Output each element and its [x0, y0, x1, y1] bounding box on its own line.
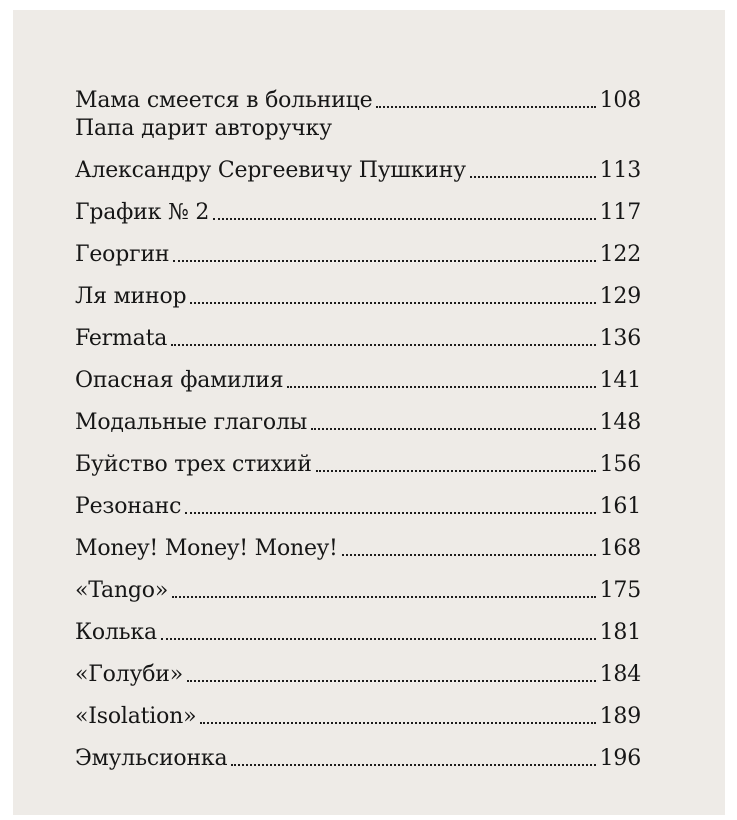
toc-entry-title: Александру Сергеевичу Пушкину — [75, 158, 466, 183]
toc-entry-title: Fermata — [75, 326, 168, 351]
toc-entry-page: 141 — [599, 368, 641, 393]
toc-entry — [75, 436, 641, 478]
dot-leader — [316, 470, 596, 472]
toc-entry — [75, 352, 641, 394]
toc-entry-title-line1: Папа дарит авторучку — [75, 116, 332, 141]
toc-entry-page: 161 — [599, 494, 641, 519]
toc-entry-title: «Голуби» — [75, 662, 183, 687]
toc-entry-page: 175 — [599, 578, 641, 603]
toc-entry-page: 117 — [599, 200, 641, 225]
book-page — [13, 10, 725, 815]
dot-leader — [376, 106, 595, 108]
toc-entry — [75, 604, 641, 646]
dot-leader — [161, 638, 596, 640]
toc-entry-page: 122 — [599, 242, 641, 267]
toc-entry — [75, 688, 641, 730]
toc-entry-title: Георгин — [75, 242, 170, 267]
toc-entry-title: Буйство трех стихий — [75, 452, 312, 477]
toc-entry — [75, 226, 641, 268]
toc-entry — [75, 310, 641, 352]
toc-entry — [75, 394, 641, 436]
toc-entry — [75, 268, 641, 310]
toc-entry-page: 108 — [599, 88, 641, 113]
toc-entry-title: Эмульсионка — [75, 746, 228, 771]
toc-entry-page: 196 — [599, 746, 641, 771]
toc-entry — [75, 142, 641, 184]
toc-entry-page: 181 — [599, 620, 641, 645]
toc-entry-title: Модальные глаголы — [75, 410, 308, 435]
toc-entry-first-line — [75, 114, 641, 142]
toc-entry-title: «Isolation» — [75, 704, 197, 729]
toc-entry — [75, 478, 641, 520]
dot-leader — [185, 512, 595, 514]
toc-entry-title: Опасная фамилия — [75, 368, 284, 393]
dot-leader — [470, 176, 596, 178]
toc-entry-page: 148 — [599, 410, 641, 435]
toc-entry-title: Ля минор — [75, 284, 187, 309]
dot-leader — [172, 596, 595, 598]
toc-entry-title: Резонанс — [75, 494, 182, 519]
dot-leader — [173, 260, 595, 262]
dot-leader — [311, 428, 596, 430]
dot-leader — [187, 680, 596, 682]
toc-entry-title: Мама смеется в больнице — [75, 88, 373, 113]
toc-entry-page: 129 — [599, 284, 641, 309]
toc-entry-page: 168 — [599, 536, 641, 561]
toc-entry-page: 156 — [599, 452, 641, 477]
dot-leader — [200, 722, 595, 724]
dot-leader — [287, 386, 595, 388]
toc-entry-title: Money! Money! Money! — [75, 536, 338, 561]
toc-entry — [75, 646, 641, 688]
toc-entry-title: «Tango» — [75, 578, 169, 603]
toc-entry-page: 136 — [599, 326, 641, 351]
toc-entry — [75, 184, 641, 226]
toc-entry-page: 184 — [599, 662, 641, 687]
toc-entry-title: Колька — [75, 620, 157, 645]
dot-leader — [213, 218, 595, 220]
dot-leader — [231, 764, 595, 766]
toc-entry-page: 189 — [599, 704, 641, 729]
toc-entry-page: 113 — [599, 158, 641, 183]
dot-leader — [171, 344, 595, 346]
table-of-contents — [75, 72, 641, 772]
toc-entry — [75, 730, 641, 772]
toc-entry — [75, 72, 641, 114]
dot-leader — [342, 554, 596, 556]
toc-entry — [75, 562, 641, 604]
toc-entry-title: График № 2 — [75, 200, 210, 225]
toc-entry — [75, 520, 641, 562]
dot-leader — [190, 302, 595, 304]
